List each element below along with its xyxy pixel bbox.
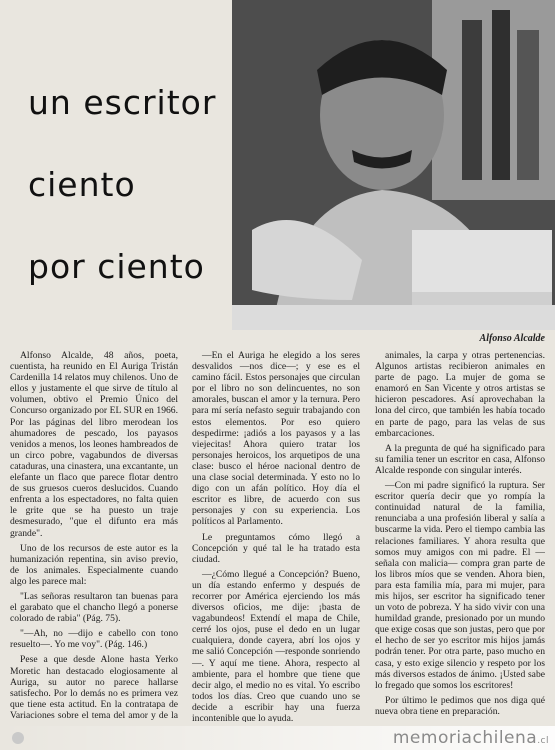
site-watermark xyxy=(393,728,549,748)
paragraph xyxy=(375,721,545,722)
headline xyxy=(28,62,228,308)
paragraph: A la pregunta de qué ha significado para su familia tener un escritor en casa, Alfonso Alcalde responde con singular interés. xyxy=(375,442,545,476)
footer-strip xyxy=(0,726,555,750)
paragraph: —¿Cómo llegué a Concepción? Bueno, un día estando enfermo y después de recorrer por América ejerciendo los más diversos oficios, me dije: ¡basta de vagabundeos! Extendí el mapa de Chile, cerré los ojos, puse el dedo en un lugar cualquiera, donde cayera, abrí los ojos y me salió Concepción —responde sonriendo—. Y aquí me tiene. Ahora, respecto al ambiente, para el hombre que tiene que decir algo, el medio no es vital. Yo escribo todos los días. Creo que cuando uno se decide a escribir hay una fuerza incontenible que lo ayuda. xyxy=(192,568,360,722)
paragraph: Le preguntamos cómo llegó a Concepción y qué tal le ha tratado esta ciudad. xyxy=(192,531,360,565)
paragraph: —En el Auriga he elegido a los seres desvalidos —nos dice—; y ese es el camino fácil. Estos personajes que circulan por el libro no son delincuentes, no son amorales, buscan el amor y la ternura. Pero para mí sería nefasto seguir trabajando con estos elementos. Por eso quiero despedirme: ¡adiós a los payasos y a las viejecitas! Ahora quiero tratar los personajes heroicos, los arquetipos de una clase: busco el héroe nacional dentro de una clase social determinada. Y esto no lo digo con un afán político. Hoy día el escritor es libre, de acuerdo con sus personajes y con su experiencia. Los políticos al Parlamento. xyxy=(192,350,360,528)
paragraph: Por último le pedimos que nos diga qué nueva obra tiene en preparación. xyxy=(375,694,545,717)
article-column-2 xyxy=(192,350,360,722)
headline-line-2: ciento xyxy=(28,165,136,204)
author-photo xyxy=(232,0,555,330)
headline-line-1: un escritor xyxy=(28,83,217,122)
corner-badge-icon xyxy=(12,732,24,744)
paragraph: —Con mi padre significó la ruptura. Ser escritor quería decir que yo rompía la continuidad natural de la familia, renunciaba a una profesión liberal y salía a buscarme la vida. Pero el tiempo cambia las relaciones familiares. Y ahora resulta que somos muy amigos con mi padre. El —señala con malicia— compra gran parte de los libros míos que se venden. Ahora bien, para esta familia mía, para mi mujer, para mis hijos, ser escritor ha significado tener un voto de pobreza. Y ha sido vivir con una humildad grande, presionado por un mundo que exige cosas que son justas, pero que por el hecho de ser yo escritor mis hijos jamás podrán tener. Por otra parte, paso mucho en casa, y esto exige silencio y respeto por los más diversos estados de ánimo. ¡Usted sabe lo fregado que somos los escritores! xyxy=(375,480,545,691)
article-column-3 xyxy=(375,350,545,722)
article-column-1 xyxy=(10,350,178,722)
headline-line-3: por ciento xyxy=(28,247,205,286)
photo-caption: Alfonso Alcalde xyxy=(479,333,545,344)
paragraph: Pese a que desde Alone hasta Yerko Moretic han destacado elogiosamente al Auriga, su autor no parece hallarse satisfecho. Por lo demás no es primera vez que tiene esta actitud. En la contratapa de Variaciones sobre el tema del amor y de la xyxy=(10,654,178,721)
paragraph: "Las señoras resultaron tan buenas para el garabato que el chancho llegó a ponerse colorado de rabia" (Pág. 75). xyxy=(10,590,178,625)
paragraph: "—Ah, no —dijo e cabello con tono resuelto—. Yo me voy". (Pág. 146.) xyxy=(10,628,178,651)
watermark-suffix: .cl xyxy=(537,736,549,746)
paragraph: Uno de los recursos de este autor es la humanización repentina, sin aviso previo, de los animales. Especialmente cuando algo les parece mal: xyxy=(10,542,178,587)
paragraph: animales, la carpa y otras pertenencias. Algunos artistas recibieron animales en parte de pago. La mujer de goma se enamoró en San Vicente y otros artistas se hicieron pescadores. Así aprovechaban la lona del circo, que también les había tocado en parte de pago, para las velas de sus embarcaciones. xyxy=(375,350,545,439)
watermark-main: memoriachilena xyxy=(392,728,538,748)
paragraph: Alfonso Alcalde, 48 años, poeta, cuentista, ha reunido en El Auriga Tristán Cardenilla 14 relatos muy chilenos. Uno de ellos y justamente el que sirve de título al volumen, obtivo el Premio Único del Concurso organizado por EL SUR en 1966. Por las páginas del libro merodean los ahumadores de pescado, los payasos venidos a menos, los leones hambreados de un circo pobre, vagabundos de diversas cataduras, una cinastera, una excantante, un elefante un flaco que parece flotar dentro de sus gruesos cueros deslucidos. Cuando enfrenta a los espectadores, no falta quien le grite que se ha puesto un traje desmesurado, "que el difunto era más grande". xyxy=(10,350,178,539)
portrait-illustration xyxy=(232,0,555,330)
